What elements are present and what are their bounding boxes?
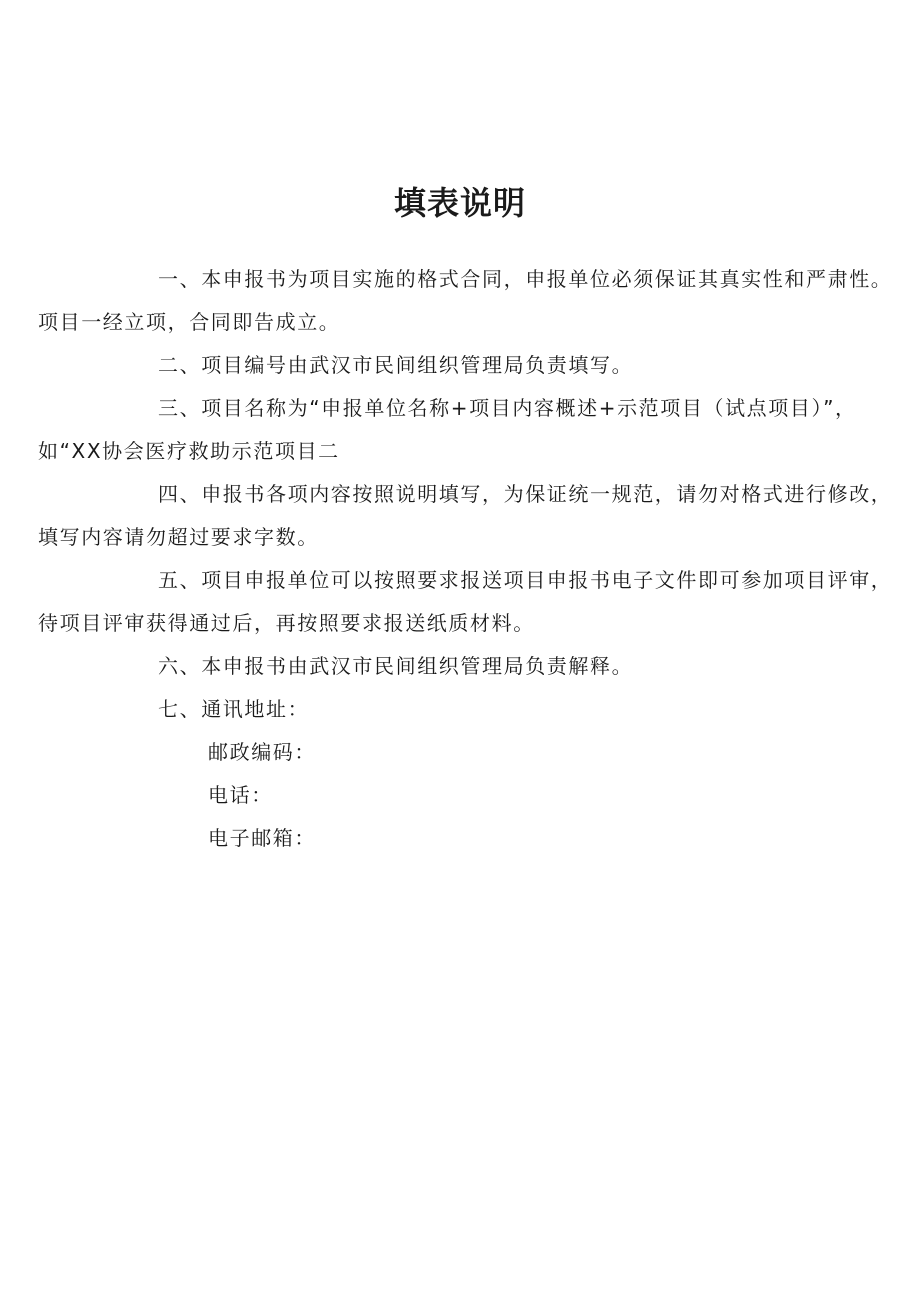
instruction-item-4-line-2: 填写内容请勿超过要求字数。 <box>38 525 319 549</box>
instruction-item-3 <box>38 387 904 473</box>
instruction-item-4-line-1: 四、申报书各项内容按照说明填写，为保证统一规范，请勿对格式进行修改， <box>158 482 893 506</box>
page-title: 填表说明 <box>393 184 526 223</box>
contact-email: 电子邮箱： <box>208 826 316 850</box>
contact-phone: 电话： <box>208 783 273 807</box>
instruction-item-5-line-1: 五、项目申报单位可以按照要求报送项目申报书电子文件即可参加项目评审， <box>158 568 893 592</box>
instruction-item-6 <box>98 645 904 688</box>
instruction-item-7 <box>98 688 904 731</box>
instruction-item-2-line-1: 二、项目编号由武汉市民间组织管理局负责填写。 <box>158 353 634 377</box>
instruction-item-4 <box>38 473 904 559</box>
instruction-item-1 <box>38 258 904 344</box>
instruction-item-7-line-1: 七、通讯地址： <box>158 697 310 721</box>
instructions-body <box>38 258 904 860</box>
instruction-item-1-line-1: 一、本申报书为项目实施的格式合同，申报单位必须保证其真实性和严肃性。 <box>158 267 893 291</box>
instruction-item-2 <box>98 344 904 387</box>
instruction-item-6-line-1: 六、本申报书由武汉市民间组织管理局负责解释。 <box>158 654 634 678</box>
instruction-item-3-line-1: 三、项目名称为“申报单位名称+项目内容概述+示范项目（试点项目）”， <box>158 396 857 420</box>
contact-postal-code: 邮政编码： <box>208 740 316 764</box>
instruction-item-3-line-2: 如“XX协会医疗救助示范项目二 <box>38 439 340 463</box>
instruction-item-5 <box>38 559 904 645</box>
instruction-item-1-line-2: 项目一经立项，合同即告成立。 <box>38 310 341 334</box>
instruction-item-5-line-2: 待项目评审获得通过后，再按照要求报送纸质材料。 <box>38 611 535 635</box>
